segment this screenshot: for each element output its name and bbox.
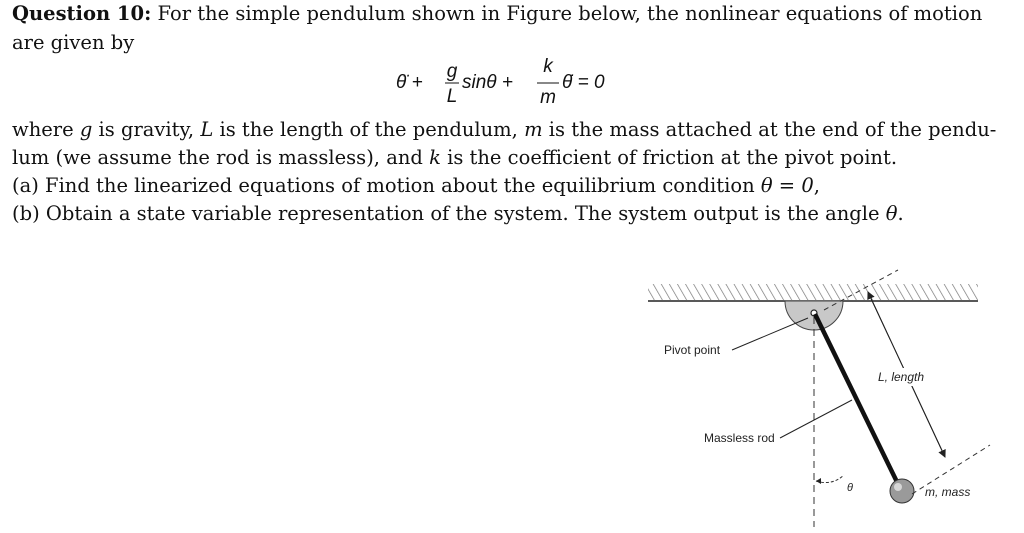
question-intro-text: For the simple pendulum shown in Figure below, the nonlinear equations of motion (157, 2, 983, 25)
eq-L: L (446, 86, 458, 107)
text-span: is gravity, (92, 118, 201, 141)
question-intro-line1 (12, 0, 1017, 28)
part-b (12, 200, 1017, 228)
mass-label: m, mass (925, 485, 971, 499)
part-a (12, 172, 1017, 200)
eq-theta-dot: θ̇ = 0 (562, 72, 605, 93)
angle-arrowhead (816, 478, 821, 484)
angle-label: θ (847, 482, 853, 494)
eq-k: k (543, 58, 553, 77)
length-label: L, length (878, 370, 925, 384)
question-intro-line2: are given by (12, 31, 135, 54)
eq-sin-theta: sinθ + (462, 72, 513, 93)
ceiling-hatch (648, 284, 978, 300)
equation-of-motion (396, 58, 636, 108)
math-g: g (79, 118, 93, 141)
text-span: where (12, 118, 80, 141)
pendulum-figure (640, 262, 1020, 530)
pendulum-mass (890, 479, 914, 503)
text-span: . (897, 202, 904, 225)
eq-theta-ddot: θ̈ + (396, 72, 423, 93)
massless-rod-label: Massless rod (704, 431, 775, 445)
massless-rod (815, 314, 898, 484)
part-a-text: (a) Find the linearized equations of motion about the equilibrium condition (12, 174, 761, 197)
pivot-point-label: Pivot point (664, 343, 721, 357)
text-span: is the coefficient of friction at the pivot point. (440, 146, 898, 169)
where-line1 (12, 116, 1017, 144)
math-k: k (429, 146, 441, 169)
part-b-math: θ (885, 202, 898, 225)
where-line2 (12, 144, 1017, 172)
text-span: is the length of the pendulum, (213, 118, 525, 141)
text-span: lum (we assume the rod is massless), and (12, 146, 430, 169)
pivot-leader (732, 318, 808, 350)
eq-m: m (540, 87, 556, 108)
part-b-text: (b) Obtain a state variable representation of the system. The system output is the angle (12, 202, 886, 225)
question-heading: Question 10: (12, 2, 152, 25)
text-span: is the mass attached at the end of the pendu- (542, 118, 997, 141)
part-a-math: θ = 0 (760, 174, 814, 197)
text-span: , (813, 174, 820, 197)
mass-highlight (894, 483, 902, 491)
math-m: m (524, 118, 543, 141)
eq-g: g (446, 61, 458, 82)
rod-leader (780, 400, 852, 438)
math-L: L (200, 118, 214, 141)
